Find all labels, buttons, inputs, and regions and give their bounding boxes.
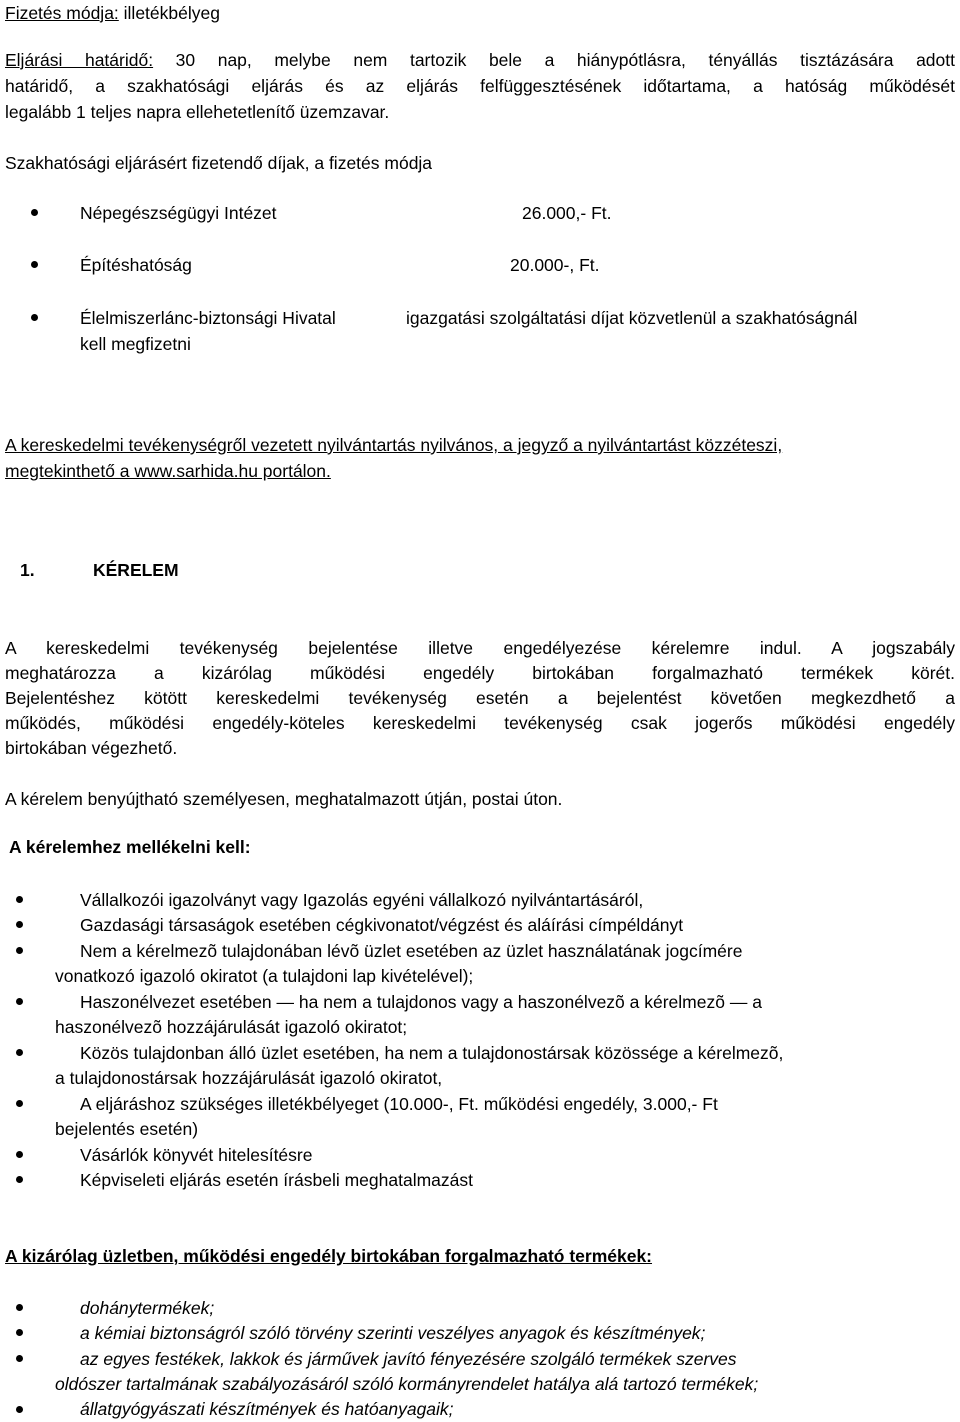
bullet-icon <box>16 896 23 903</box>
bullet-icon <box>16 1049 23 1056</box>
deadline-line-1 <box>5 47 955 73</box>
deadline-line-3: legalább 1 teljes napra ellehetetlenítő üzemzavar. <box>5 102 390 122</box>
product-item-continuation: oldószer tartalmának szabályozásáról szóló kormányrendelet hatálya alá tartozó termékek; <box>55 1374 759 1394</box>
payment-method-label: Fizetés módja: <box>5 3 119 23</box>
intro-line-4: működés, működési engedély-köteles kereskedelmi tevékenység csak jogerős működési engedély <box>5 713 955 733</box>
bullet-icon <box>16 1406 23 1413</box>
section-number: 1. <box>20 560 35 580</box>
bullet-icon <box>31 314 38 321</box>
attachment-item: Gazdasági társaságok esetében cégkivonatot/végzést és aláírási címpéldányt <box>80 915 684 935</box>
bullet-icon <box>16 947 23 954</box>
fee-item-amount: 20.000-, Ft. <box>510 255 600 275</box>
intro-line-1: A kereskedelmi tevékenység bejelentése illetve engedélyezése kérelemre indul. A jogszabály <box>5 638 955 658</box>
payment-method-value: illetékbélyeg <box>118 3 220 23</box>
section-title: KÉRELEM <box>93 560 179 580</box>
product-item: az egyes festékek, lakkok és járművek javító fényezésére szolgáló termékek szerves <box>80 1349 737 1369</box>
fee-item-continuation: kell megfizetni <box>80 334 191 354</box>
intro-line-3: Bejelentéshez kötött kereskedelmi tevékenység esetén a bejelentést követően megkezdhető a <box>5 688 955 708</box>
bullet-icon <box>16 1304 23 1311</box>
bullet-icon <box>16 1151 23 1158</box>
bullet-icon <box>16 1100 23 1107</box>
attachment-item: Vásárlók könyvét hitelesítésre <box>80 1145 313 1165</box>
products-heading: A kizárólag üzletben, működési engedély birtokában forgalmazható termékek: <box>5 1246 653 1266</box>
fee-item-name: Népegészségügyi Intézet <box>80 203 277 223</box>
bullet-icon <box>16 921 23 928</box>
bullet-icon <box>31 209 38 216</box>
deadline-text-1: 30 nap, melybe nem tartozik bele a hiánypótlásra, tényállás tisztázására adott <box>153 50 955 70</box>
product-item: dohánytermékek; <box>80 1298 215 1318</box>
payment-method-line <box>5 0 220 26</box>
attachment-item: Haszonélvezet esetében — ha nem a tulajdonos vagy a haszonélvezõ a kérelmezõ — a <box>80 992 762 1012</box>
attachments-heading: A kérelemhez mellékelni kell: <box>9 837 251 857</box>
attachment-item: Képviseleti eljárás esetén írásbeli meghatalmazást <box>80 1170 473 1190</box>
product-item: a kémiai biztonságról szóló törvény szerinti veszélyes anyagok és készítmények; <box>80 1323 706 1343</box>
attachment-item: Közös tulajdonban álló üzlet esetében, ha nem a tulajdonostársak közössége a kérelmezõ, <box>80 1043 784 1063</box>
submission-text: A kérelem benyújtható személyesen, meghatalmazott útján, postai úton. <box>5 789 563 809</box>
attachment-item-continuation: a tulajdonostársak hozzájárulását igazoló okiratot, <box>55 1068 443 1088</box>
attachment-item-continuation: bejelentés esetén) <box>55 1119 199 1139</box>
deadline-label: Eljárási határidő: <box>5 50 154 70</box>
fees-heading: Szakhatósági eljárásért fizetendő díjak, a fizetés módja <box>5 153 433 173</box>
register-line-2: megtekinthető a www.sarhida.hu portálon. <box>5 461 331 481</box>
fee-item-amount: 26.000,- Ft. <box>522 203 612 223</box>
bullet-icon <box>16 1329 23 1336</box>
fee-item-name: Élelmiszerlánc-biztonsági Hivatal <box>80 308 336 328</box>
attachment-item-continuation: vonatkozó igazoló okiratot (a tulajdoni lap kivételével); <box>55 966 474 986</box>
bullet-icon <box>16 1176 23 1183</box>
product-item: állatgyógyászati készítmények és hatóanyagaik; <box>80 1399 454 1419</box>
attachment-item-continuation: haszonélvezõ hozzájárulását igazoló okiratot; <box>55 1017 408 1037</box>
intro-line-2: meghatározza a kizárólag működési engedély birtokában forgalmazható termékek körét. <box>5 663 955 683</box>
intro-line-5: birtokában végezhető. <box>5 738 178 758</box>
attachment-item: Nem a kérelmezõ tulajdonában lévõ üzlet esetében az üzlet használatának jogcímére <box>80 941 743 961</box>
deadline-line-2: határidő, a szakhatósági eljárás és az eljárás felfüggesztésének időtartama, a hatóság működését <box>5 76 955 96</box>
bullet-icon <box>16 998 23 1005</box>
fee-item-name: Építéshatóság <box>80 255 192 275</box>
bullet-icon <box>16 1355 23 1362</box>
fee-item-amount: igazgatási szolgáltatási díjat közvetlenül a szakhatóságnál <box>406 308 858 328</box>
attachment-item: Vállalkozói igazolványt vagy Igazolás egyéni vállalkozó nyilvántartásáról, <box>80 890 644 910</box>
bullet-icon <box>31 261 38 268</box>
attachment-item: A eljáráshoz szükséges illetékbélyeget (10.000-, Ft. működési engedély, 3.000,- Ft <box>80 1094 718 1114</box>
register-line-1: A kereskedelmi tevékenységről vezetett nyilvántartás nyilvános, a jegyző a nyilvántartást közzéteszi, <box>5 435 783 455</box>
